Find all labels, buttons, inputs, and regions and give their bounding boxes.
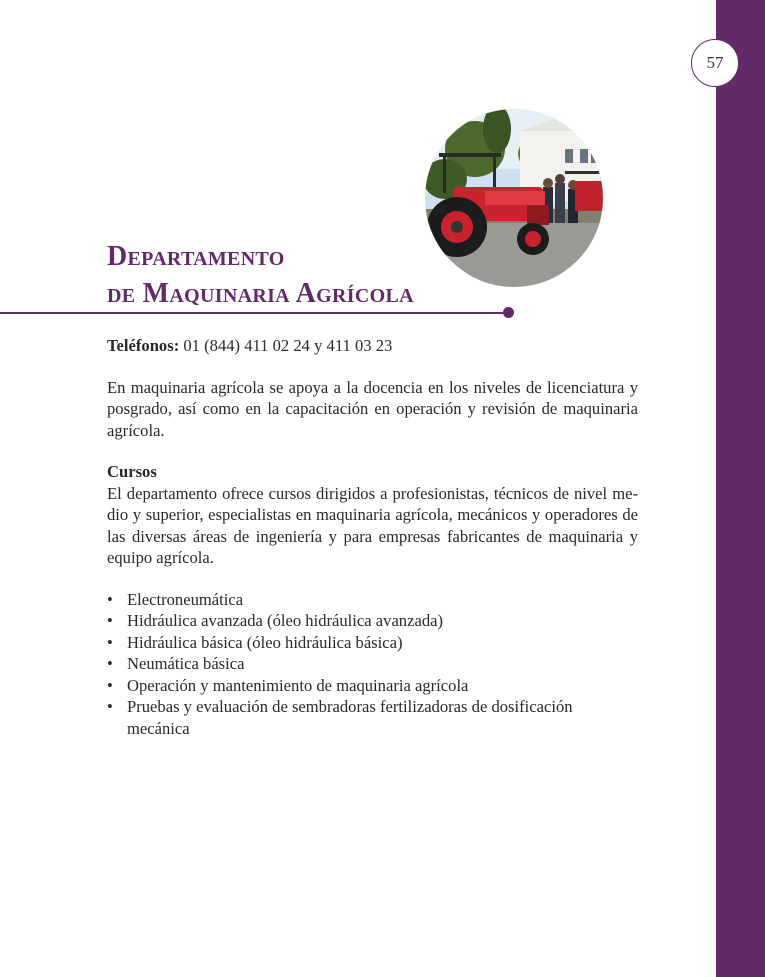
- courses-list: [107, 589, 638, 740]
- page-number: [691, 39, 739, 87]
- title-line-1: Departamento: [107, 241, 285, 272]
- title-underline: [0, 312, 506, 314]
- page-title: [107, 238, 414, 312]
- list-item: [107, 589, 638, 611]
- page-number-text: 57: [706, 53, 724, 72]
- phone-line: [107, 335, 638, 357]
- course-item: Pruebas y evaluación de sembradoras fertilizadoras de dosificación mecánica: [127, 697, 573, 738]
- list-item: [107, 610, 638, 632]
- bullet-icon: •: [107, 611, 113, 630]
- course-item: Electroneumática: [127, 589, 244, 609]
- course-item: Operación y mantenimiento de maquinaria agrícola: [127, 675, 469, 695]
- list-item: [107, 632, 638, 654]
- tractor-photo: [425, 109, 603, 287]
- title-line-2: de Maquinaria Agrícola: [107, 278, 414, 309]
- courses-heading: Cursos: [107, 462, 157, 481]
- bullet-icon: •: [107, 632, 113, 652]
- bullet-icon: •: [107, 589, 113, 609]
- tractor-photo-image: [425, 109, 603, 287]
- intro-paragraph: En maquinaria agrícola se apoya a la docencia en los niveles de licenciatura y posgrado, así como en la capacitación en operación y revisión de maquinaria agrícola.: [107, 377, 638, 440]
- bullet-icon: •: [107, 675, 113, 695]
- courses-description: El departamento ofrece cursos dirigidos a profesionistas, técnicos de nivel medio y superior, especialistas en maquinaria agrícola, mecánicos y operadores de las diversas áreas de ingeniería y para empresas fabricantes de maquinaria y equipo agrícola.: [107, 483, 638, 567]
- list-item: [107, 675, 638, 697]
- course-item: Hidráulica avanzada (óleo hidráulica avanzada): [127, 611, 444, 630]
- course-item: Neumática básica: [127, 654, 245, 673]
- list-item: [107, 696, 638, 739]
- list-item: [107, 653, 638, 675]
- bullet-icon: •: [107, 697, 113, 716]
- course-item: Hidráulica básica (óleo hidráulica básica): [127, 632, 403, 652]
- title-underline-dot: [503, 307, 514, 318]
- phone-label: Teléfonos:: [107, 336, 180, 355]
- side-band: [716, 0, 765, 977]
- bullet-icon: •: [107, 654, 113, 673]
- body-content: [107, 335, 638, 739]
- phone-value: 01 (844) 411 02 24 y 411 03 23: [183, 336, 393, 355]
